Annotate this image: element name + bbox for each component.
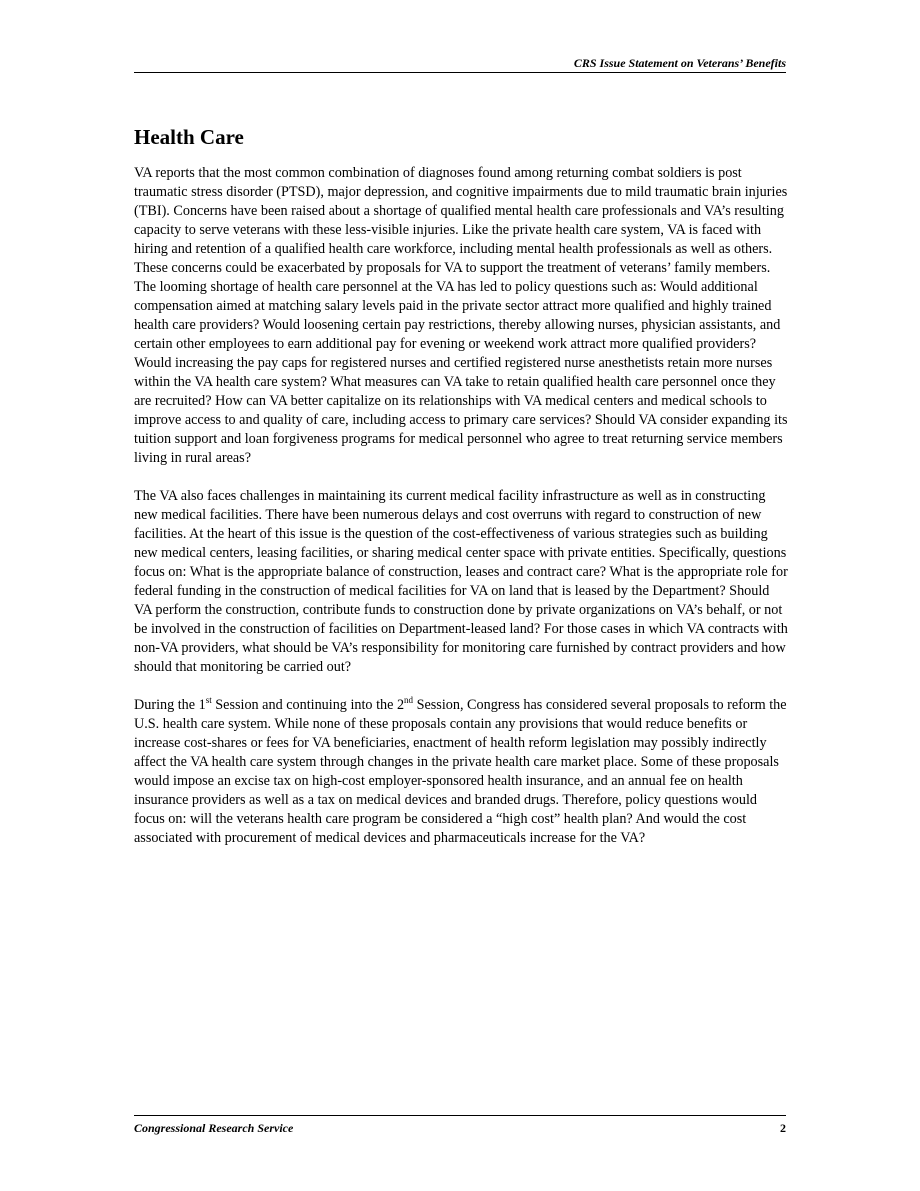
footer-divider (134, 1115, 786, 1116)
paragraph-infrastructure: The VA also faces challenges in maintaining its current medical facility infrastructure as well as in constructing new medical facilities. There have been numerous delays and cost overruns with regard to construction of new facilities. At the heart of this issue is the question of the cost-effectiveness of various strategies such as building new medical centers, leasing facilities, or sharing medical center space with private entities. Specifically, questions focus on: What is the appropriate balance of construction, leases and contract care? What is the appropriate role for federal funding in the construction of medical facilities for VA on land that is leased by the Department? Should VA perform the construction, contribute funds to construction done by private organizations on VA’s behalf, or not be involved in the construction of facilities on Department-leased land? For those cases in which VA contracts with non-VA providers, what should be VA’s responsibility for monitoring care furnished by contract providers and how should that monitoring be carried out? (134, 488, 788, 675)
paragraph-workforce: VA reports that the most common combination of diagnoses found among returning combat soldiers is post traumatic stress disorder (PTSD), major depression, and cognitive impairments due to mild traumatic brain injuries (TBI). Concerns have been raised about a shortage of qualified mental health care professionals and VA’s resulting capacity to serve veterans with these less-visible injuries. Like the private health care system, VA is faced with hiring and retention of a qualified health care workforce, including mental health professionals as well as others. These concerns could be exacerbated by proposals for VA to support the treatment of veterans’ family members. The looming shortage of health care personnel at the VA has led to policy questions such as: Would additional compensation aimed at matching salary levels paid in the private sector attract more qualified and highly trained health care providers? Would loosening certain pay restrictions, thereby allowing nurses, physician assistants, and certain other employees to earn additional pay for evening or weekend work attract more qualified providers? Would increasing the pay caps for registered nurses and certified registered nurse anesthetists retain more nurses within the VA health care system? What measures can VA take to retain qualified health care personnel once they are recruited? How can VA better capitalize on its relationships with VA medical centers and medical schools to improve access to and quality of care, including access to primary care services? Should VA consider expanding its tuition support and loan forgiveness programs for medical personnel who agree to treat returning service members living in rural areas? (134, 165, 788, 466)
page-footer (134, 1121, 786, 1135)
header-divider (134, 72, 786, 73)
paragraph-text-segment: Session and continuing into the 2 (211, 697, 405, 713)
ordinal-superscript: st (205, 695, 212, 705)
body-text (134, 164, 789, 867)
page-number: 2 (780, 1121, 786, 1135)
paragraph-text-segment: Session, Congress has considered several proposals to reform the U.S. health care system. While none of these proposals contain any provisions that would reduce benefits or increase cost-shares or fees for VA beneficiaries, enactment of health reform legislation may possibly indirectly affect the VA health care system through changes in the private health care market place. Some of these proposals would impose an excise tax on high-cost employer-sponsored health insurance, and an annual fee on health insurance providers as well as a tax on medical devices and branded drugs. Therefore, policy questions would focus on: will the veterans health care program be considered a “high cost” health plan? And would the cost associated with procurement of medical devices and pharmaceuticals increase for the VA? (134, 697, 787, 846)
running-header: CRS Issue Statement on Veterans’ Benefits (573, 56, 786, 70)
paragraph-text-segment: During the 1 (134, 697, 206, 713)
ordinal-superscript: nd (404, 695, 414, 705)
paragraph-health-reform (134, 696, 789, 848)
section-heading: Health Care (134, 125, 244, 149)
footer-publisher: Congressional Research Service (134, 1121, 294, 1135)
